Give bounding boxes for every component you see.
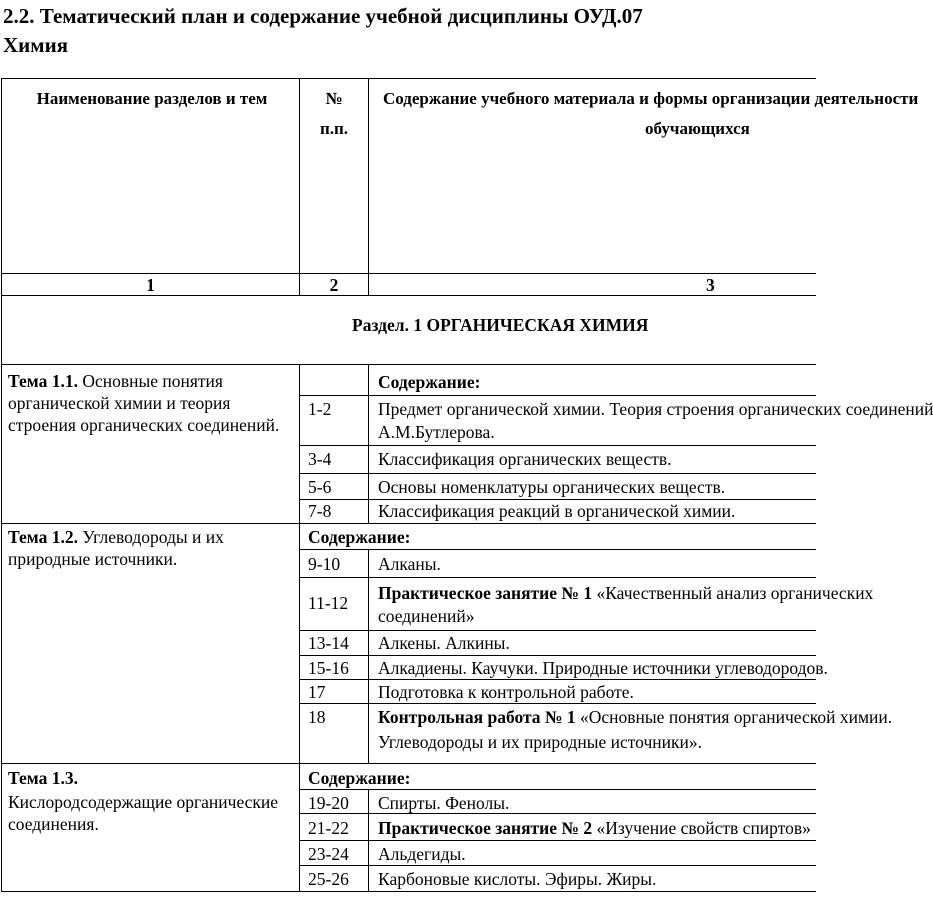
row-divider <box>299 679 816 680</box>
table-left-border <box>1 78 2 892</box>
practice-label: Практическое занятие № 1 <box>378 583 593 603</box>
practice-label: Практическое занятие № 2 <box>378 818 593 838</box>
row-number: 15-16 <box>308 658 349 678</box>
row-divider <box>299 473 816 474</box>
row-content: Спирты. Фенолы. <box>378 793 510 813</box>
table-bottom-border <box>1 891 816 892</box>
col-divider-2 <box>368 78 369 295</box>
topic-number: Тема 1.1. <box>8 371 78 391</box>
col-divider-1 <box>299 364 300 892</box>
header-col-content-line2: обучающихся <box>645 119 750 138</box>
row-content-line2: Углеводороды и их природные источники». <box>378 732 702 752</box>
row-content: Предмет органической химии. Теория строения органических соединений <box>378 399 933 419</box>
topic-number: Тема 1.3. <box>8 768 78 788</box>
row-divider <box>299 549 816 550</box>
content-header: Содержание: <box>308 768 411 788</box>
test-title: «Основные понятия органической химии. <box>575 707 893 727</box>
row-divider <box>299 703 816 704</box>
practice-title: «Качественный анализ органических <box>592 583 874 603</box>
row-content-line2: А.М.Бутлерова. <box>378 422 495 442</box>
row-number: 13-14 <box>308 633 349 653</box>
row-content: Классификация органических веществ. <box>378 449 672 469</box>
page-title-line2: Химия <box>3 33 69 57</box>
row-number: 19-20 <box>308 793 349 813</box>
practice-title: «Изучение свойств спиртов» <box>592 818 811 838</box>
row-number: 23-24 <box>308 844 349 864</box>
row-content: Алкадиены. Каучуки. Природные источники углеводородов. <box>378 658 828 678</box>
topic-title: Кислородсодержащие органические соединения. <box>8 792 279 834</box>
row-content: Подготовка к контрольной работе. <box>378 682 634 702</box>
topic-title: Углеводороды и их природные источники. <box>8 527 224 569</box>
row-divider <box>299 445 816 446</box>
topic-divider <box>1 523 816 524</box>
col-divider-2 <box>368 789 369 892</box>
row-content: Алкены. Алкины. <box>378 633 510 653</box>
header-col-number-sign: № <box>325 89 343 108</box>
row-number: 5-6 <box>308 477 332 497</box>
row-content <box>378 706 892 728</box>
col-divider-2 <box>368 364 369 524</box>
row-content: Альдегиды. <box>378 844 466 864</box>
header-col-content: Содержание учебного материала и формы организации деятельности <box>383 89 919 108</box>
row-divider <box>299 865 816 866</box>
column-number-1: 1 <box>146 275 155 295</box>
header-col-sections: Наименование разделов и тем <box>36 89 268 108</box>
section-divider <box>1 364 816 365</box>
row-divider <box>299 789 816 790</box>
row-number: 7-8 <box>308 501 332 521</box>
column-number-3: 3 <box>706 275 715 295</box>
test-label: Контрольная работа № 1 <box>378 707 576 727</box>
row-content: Карбоновые кислоты. Эфиры. Жиры. <box>378 869 657 889</box>
row-number: 3-4 <box>308 449 332 469</box>
page-title-line1: 2.2. Тематический план и содержание учебной дисциплины ОУД.07 <box>3 4 643 28</box>
content-header: Содержание: <box>378 372 481 392</box>
row-number: 1-2 <box>308 399 332 419</box>
topic-label <box>8 370 293 436</box>
row-number: 18 <box>308 707 326 727</box>
row-divider <box>299 840 816 841</box>
row-content: Алканы. <box>378 554 441 574</box>
topic-title: Основные понятия органической химии и теория строения органических соединений. <box>8 371 280 435</box>
row-content-line2: соединений» <box>378 606 475 626</box>
row-number: 25-26 <box>308 869 349 889</box>
section-title: Раздел. 1 ОРГАНИЧЕСКАЯ ХИМИЯ <box>352 315 649 335</box>
row-content <box>378 582 873 604</box>
topic-label <box>8 526 293 570</box>
header-col-number-label: п.п. <box>319 119 349 138</box>
row-number: 17 <box>308 682 326 702</box>
content-header: Содержание: <box>308 527 411 547</box>
row-content: Классификация реакций в органической химии. <box>378 501 736 521</box>
topic-number: Тема 1.2. <box>8 527 78 547</box>
row-divider <box>299 630 816 631</box>
row-number: 21-22 <box>308 818 349 838</box>
row-divider <box>299 395 816 396</box>
topic-divider <box>1 763 816 764</box>
table-top-border <box>1 78 816 79</box>
row-divider <box>299 813 816 814</box>
col-divider-2 <box>368 549 369 764</box>
row-divider <box>299 577 816 578</box>
row-content <box>378 817 811 839</box>
column-number-2: 2 <box>329 275 339 295</box>
row-divider <box>299 655 816 656</box>
row-number: 11-12 <box>308 593 349 613</box>
row-number: 9-10 <box>308 554 341 574</box>
row-content: Основы номенклатуры органических веществ. <box>378 477 726 497</box>
